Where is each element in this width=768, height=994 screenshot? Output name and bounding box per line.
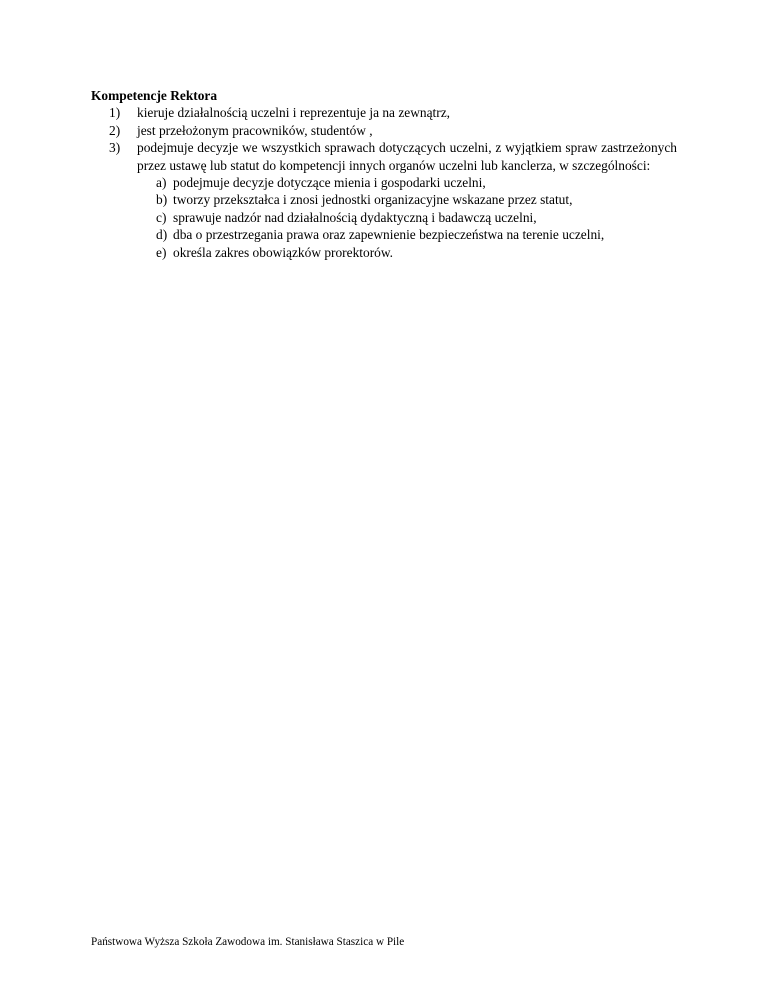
page-footer: Państwowa Wyższa Szkoła Zawodowa im. Stanisława Staszica w Pile: [91, 936, 405, 948]
sub-list-item-text: dba o przestrzegania prawa oraz zapewnienie bezpieczeństwa na terenie uczelni,: [173, 227, 605, 243]
list-item-text: jest przełożonym pracowników, studentów ,: [137, 122, 373, 138]
sub-list-item: [91, 226, 677, 243]
sub-list-item-text: tworzy przekształca i znosi jednostki organizacyjne wskazane przez statut,: [173, 192, 573, 208]
sub-list-item: [91, 191, 677, 208]
list-item: [91, 104, 677, 121]
sub-list-item-letter: e): [156, 244, 167, 260]
sub-list-item-letter: c): [156, 209, 167, 225]
sub-list-item-text: określa zakres obowiązków prorektorów.: [173, 244, 393, 260]
document-title: Kompetencje Rektora: [91, 88, 218, 103]
sub-list-item: [91, 174, 677, 191]
sub-list-item-letter: b): [156, 192, 168, 208]
document-body: [91, 87, 677, 261]
sub-list-item: [91, 244, 677, 261]
sub-list-item-letter: d): [156, 227, 168, 243]
list-item: [91, 122, 677, 139]
list-item-number: 3): [109, 140, 121, 156]
list-item-text: kieruje działalnością uczelni i reprezentuje ja na zewnątrz,: [137, 105, 451, 121]
list-item-text: podejmuje decyzje we wszystkich sprawach dotyczących uczelni, z wyjątkiem spraw zastrzeżonych przez ustawę lub statut do kompetencji innych organów uczelni lub kanclerza, w szczególności:: [137, 140, 677, 173]
list-item-number: 1): [109, 105, 121, 121]
sub-list-item-text: sprawuje nadzór nad działalnością dydaktyczną i badawczą uczelni,: [173, 209, 537, 225]
sub-list-item: [91, 209, 677, 226]
sub-list-item-letter: a): [156, 175, 167, 191]
sub-list-item-text: podejmuje decyzje dotyczące mienia i gospodarki uczelni,: [173, 175, 486, 191]
list-item: [91, 139, 677, 174]
list-item-number: 2): [109, 122, 121, 138]
